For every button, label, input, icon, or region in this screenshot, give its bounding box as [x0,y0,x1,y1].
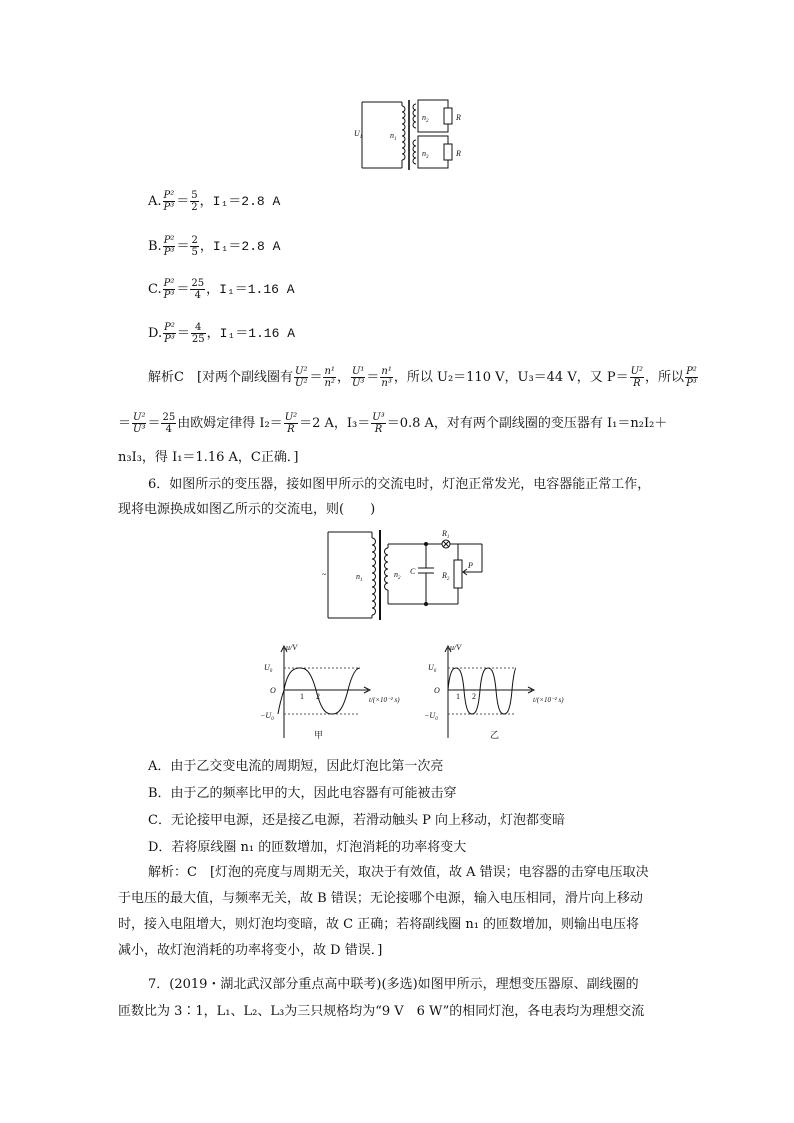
svg-text:n3: $n_3$ [422,149,429,160]
q6-analysis-line-3: 时，接入电阻增大，则灯泡均变暗，故 C 正确；若将副线圈 n₁ 的匝数增加，则输出电压将 [118,917,640,932]
q6-option-b: B．由于乙的频率比甲的大，因此电容器有可能被击穿 [148,786,457,801]
svg-text:U0: $U_0$ [428,663,437,674]
svg-text:n1: $n_1$ [390,131,397,142]
q5-analysis-line-1: 解析C [对两个副线圈有 $\frac{\text{U²}}{\text{U²}}$ ＝ $\frac{\text{n¹}}{\text{n²}}$ ， $\frac{\text{U¹}}{\text{U³}}$ ＝ $\frac{\text{n¹}}{\text{n³}}$ ，所以 U₂＝110 V，U₃＝44 V，又 P＝ $\frac{\text{U²}}{R}$ ，所以 $\frac{\text{P²}}{\text{P³}}$ [148,366,697,389]
svg-text:n2: $n_2$ [394,570,401,581]
q5-option-b: B. $\frac{\text{P²}}{\text{P³}}$ ＝ $\frac{2}{5}$ ，I₁＝2.8 A [148,235,281,258]
svg-text:O: O [434,686,440,695]
svg-text:O: O [270,686,276,695]
svg-text:1: 1 [456,692,460,701]
svg-text:u/V: u/V [450,643,462,652]
svg-text:n2: $n_2$ [422,113,429,124]
ac-source-icon: ~ [322,570,327,579]
svg-text:t/(×10⁻² s): t/(×10⁻² s) [533,696,564,704]
svg-text:R: R [456,113,461,122]
q6-option-d: D．若将原线圈 n₁ 的匝数增加，灯泡消耗的功率将变大 [148,840,467,855]
svg-text:2: 2 [472,692,476,701]
q6-option-c: C．无论接甲电源，还是接乙电源，若滑动触头 P 向上移动，灯泡都变暗 [148,813,565,828]
q5-analysis-line-2: ＝ $\frac{\text{U²}}{\text{U³}}$ ＝ $\frac{25}{4}$ 由欧姆定律得 I₂＝ $\frac{\text{U²}}{R}$ ＝2 A，I₃＝ $\frac{\text{U³}}{R}$ ＝0.8 A，对有两个副线圈的变压器有 I₁＝n₂I₂＋ [118,412,668,435]
svg-text:P: P [468,561,473,570]
caption-jia: 甲 [314,730,324,740]
q5-analysis-line-3: n₃I₃，得 I₁＝1.16 A，C正确．] [118,450,299,465]
svg-text:C: C [410,567,416,576]
q7-stem-line-2: 匝数比为 3∶1，L₁、L₂、L₃为三只规格均为“9 V 6 W”的相同灯泡，各电表均为理想交流 [118,1004,645,1019]
svg-text:1: 1 [300,692,304,701]
svg-text:−U0: $-U_0$ [424,711,438,722]
q7-stem-line-1: 7．(2019・湖北武汉部分重点高中联考)(多选)如图甲所示，理想变压器原、副线圈的 [148,977,639,992]
graph-jia [256,642,416,742]
caption-yi: 乙 [490,730,500,740]
svg-text:u/V: u/V [286,643,298,652]
svg-text:n1: $n_1$ [356,572,363,583]
svg-text:U1: $U_1$ [354,129,363,140]
svg-text:U0: $U_0$ [264,663,273,674]
q5-option-a: A. $\frac{\text{P²}}{\text{P³}}$ ＝ $\frac{5}{2}$ ，I₁＝2.8 A [148,190,281,213]
svg-text:t/(×10⁻² s): t/(×10⁻² s) [369,696,400,704]
q6-analysis-line-2: 于电压的最大值，与频率无关，故 B 错误；无论接哪个电源，输入电压相同，滑片向上移动 [118,891,643,906]
graph-yi [420,642,580,742]
u1-label: U [354,129,360,138]
svg-text:R: R [456,149,461,158]
svg-text:2: 2 [316,692,320,701]
sine-wave-yi [448,668,516,714]
q6-option-a: A．由于乙交变电流的周期短，因此灯泡比第一次亮 [148,759,444,774]
sine-wave-jia [284,668,360,714]
svg-text:R1: $R_1$ [442,529,450,540]
q6-stem-line-1: 6．如图所示的变压器，接如图甲所示的交流电时，灯泡正常发光，电容器能正常工作， [148,477,651,492]
q5-option-c: C. $\frac{\text{P²}}{\text{P³}}$ ＝ $\frac{25}{4}$ ，I₁＝1.16 A [148,278,295,301]
svg-text:R2: $R_2$ [442,571,450,582]
q6-analysis-line-4: 减小，故灯泡消耗的功率将变小，故 D 错误．] [118,943,383,958]
q6-analysis-line-1: 解析：C [灯泡的亮度与周期无关，取决于有效值，故 A 错误；电容器的击穿电压取决 [148,865,649,880]
q6-stem-line-2: 现将电源换成如图乙所示的交流电，则( ) [118,502,376,517]
q5-option-d: D. $\frac{\text{P²}}{\text{P³}}$ ＝ $\frac{4}{25}$ ，I₁＝1.16 A [148,322,296,345]
transformer-circuit-q6 [322,522,494,622]
transformer-diagram-q5 [352,94,472,174]
svg-text:−U0: $-U_0$ [260,711,274,722]
